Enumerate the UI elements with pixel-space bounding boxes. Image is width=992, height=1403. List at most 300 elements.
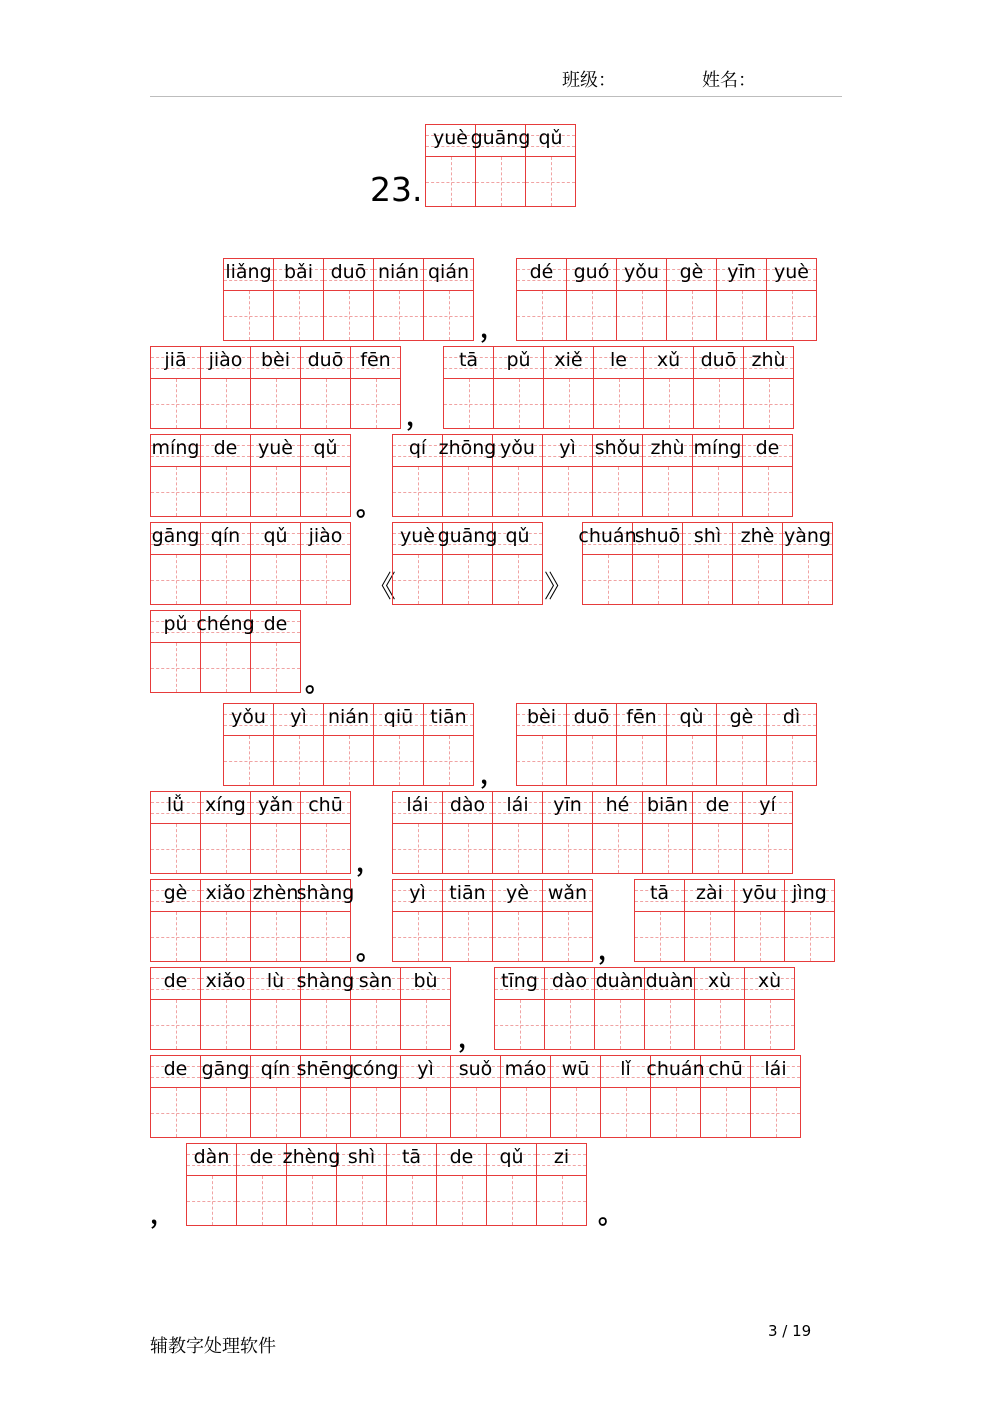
pinyin-syllable: yuè: [258, 437, 293, 459]
hanzi-writing-box[interactable]: [667, 736, 716, 785]
hanzi-writing-box[interactable]: [393, 912, 442, 961]
pinyin-syllable: chuán: [578, 525, 637, 547]
grid-cell: [150, 522, 201, 605]
pinyin-syllable: dào: [551, 970, 588, 992]
hanzi-writing-box[interactable]: [551, 1088, 600, 1137]
hanzi-writing-box[interactable]: [374, 291, 423, 340]
hanzi-writing-box[interactable]: [251, 555, 300, 604]
hanzi-writing-box[interactable]: [424, 736, 473, 785]
hanzi-writing-box[interactable]: [443, 467, 492, 516]
grid-cell: [200, 434, 251, 517]
pinyin-row: [701, 1056, 750, 1088]
hanzi-writing-box[interactable]: [301, 1088, 350, 1137]
pinyin-row: [324, 704, 373, 736]
hanzi-writing-box[interactable]: [493, 467, 542, 516]
hanzi-writing-box[interactable]: [667, 291, 716, 340]
pinyin-row: [694, 347, 743, 379]
hanzi-writing-box[interactable]: [487, 1176, 536, 1225]
hanzi-writing-box[interactable]: [187, 1176, 236, 1225]
hanzi-writing-box[interactable]: [543, 912, 592, 961]
hanzi-writing-box[interactable]: [643, 824, 692, 873]
pinyin-syllable: lù: [266, 970, 285, 992]
grid-cell: [196, 610, 255, 693]
hanzi-writing-box[interactable]: [324, 291, 373, 340]
pinyin-syllable: yǎn: [258, 794, 293, 816]
hanzi-writing-box[interactable]: [593, 467, 642, 516]
grid-cell: [766, 258, 817, 341]
grid-cell: [200, 522, 251, 605]
pinyin-row: [644, 347, 693, 379]
pinyin-syllable: guó: [573, 261, 610, 283]
pinyin-row: [201, 523, 250, 555]
pinyin-syllable: fēn: [626, 706, 657, 728]
hanzi-writing-box[interactable]: [151, 824, 200, 873]
pinyin-row: [443, 792, 492, 824]
pinyin-syllable: yì: [559, 437, 576, 459]
pinyin-syllable: sàn: [358, 970, 393, 992]
pinyin-row: [767, 259, 816, 291]
grid-cell: [350, 967, 401, 1050]
hanzi-writing-box[interactable]: [251, 467, 300, 516]
grid-cell: [296, 967, 355, 1050]
hanzi-writing-box[interactable]: [201, 912, 250, 961]
pinyin-row: [274, 259, 323, 291]
hanzi-writing-box[interactable]: [517, 736, 566, 785]
hanzi-writing-box[interactable]: [617, 291, 666, 340]
grid-cell: [578, 522, 637, 605]
hanzi-writing-box[interactable]: [201, 643, 250, 692]
pinyin-row: [393, 880, 442, 912]
pinyin-syllable: qín: [260, 1058, 291, 1080]
hanzi-writing-box[interactable]: [301, 555, 350, 604]
pinyin-syllable: duō: [307, 349, 344, 371]
hanzi-writing-box[interactable]: [543, 824, 592, 873]
pinyin-syllable: shǒu: [594, 437, 641, 459]
hanzi-writing-box[interactable]: [443, 555, 492, 604]
hanzi-writing-box[interactable]: [374, 736, 423, 785]
hanzi-writing-box[interactable]: [393, 467, 442, 516]
pinyin-syllable: de: [449, 1146, 474, 1168]
pinyin-row: [487, 1144, 536, 1176]
pinyin-syllable: duō: [330, 261, 367, 283]
pinyin-row: [551, 1056, 600, 1088]
pinyin-row: [567, 704, 616, 736]
hanzi-writing-box[interactable]: [476, 157, 525, 206]
hanzi-writing-box[interactable]: [443, 912, 492, 961]
hanzi-writing-box[interactable]: [351, 379, 400, 428]
hanzi-writing-box[interactable]: [224, 736, 273, 785]
pinyin-row: [438, 435, 497, 467]
hanzi-writing-box[interactable]: [401, 1088, 450, 1137]
hanzi-writing-box[interactable]: [393, 555, 442, 604]
pinyin-row: [387, 1144, 436, 1176]
grid-cell: [494, 967, 545, 1050]
grid-cell: [250, 967, 301, 1050]
pinyin-syllable: lái: [506, 794, 529, 816]
grid-cell: [693, 346, 744, 429]
hanzi-writing-box[interactable]: [251, 824, 300, 873]
pinyin-row: [593, 435, 642, 467]
pinyin-row: [437, 523, 498, 555]
hanzi-writing-box[interactable]: [683, 555, 732, 604]
hanzi-writing-box[interactable]: [301, 912, 350, 961]
pinyin-syllable: duō: [573, 706, 610, 728]
grid-cell: [700, 1055, 751, 1138]
pinyin-row: [251, 611, 300, 643]
grid-cell: [616, 258, 667, 341]
pinyin-group: [150, 434, 351, 517]
pinyin-group: [150, 522, 351, 605]
grid-cell: [392, 434, 443, 517]
pinyin-syllable: jiā: [164, 349, 187, 371]
grid-cell: [296, 879, 355, 962]
pinyin-syllable: yuè: [400, 525, 435, 547]
hanzi-writing-box[interactable]: [643, 467, 692, 516]
hanzi-writing-box[interactable]: [743, 824, 792, 873]
grid-cell: [296, 1055, 355, 1138]
hanzi-writing-box[interactable]: [251, 1000, 300, 1049]
pinyin-syllable: zhù: [751, 349, 786, 371]
hanzi-writing-box[interactable]: [544, 379, 593, 428]
grid-cell: [437, 522, 498, 605]
hanzi-writing-box[interactable]: [201, 1088, 250, 1137]
hanzi-writing-box[interactable]: [301, 379, 350, 428]
pinyin-syllable: nián: [327, 706, 369, 728]
grid-cell: [600, 1055, 651, 1138]
pinyin-row: [744, 347, 793, 379]
hanzi-writing-box[interactable]: [151, 467, 200, 516]
title-pinyin-syllable: yuè: [433, 127, 468, 149]
pinyin-row: [645, 968, 694, 1000]
hanzi-writing-box[interactable]: [743, 467, 792, 516]
pinyin-syllable: guāng: [437, 525, 498, 547]
pinyin-syllable: qǔ: [499, 1146, 524, 1168]
hanzi-writing-box[interactable]: [387, 1176, 436, 1225]
pinyin-syllable: wū: [561, 1058, 590, 1080]
pinyin-syllable: zhōng: [438, 437, 497, 459]
hanzi-writing-box[interactable]: [444, 379, 493, 428]
hanzi-writing-box[interactable]: [251, 1088, 300, 1137]
pinyin-row: [745, 968, 794, 1000]
grid-cell: [692, 791, 743, 874]
hanzi-writing-box[interactable]: [274, 291, 323, 340]
grid-cell: [392, 879, 443, 962]
pinyin-syllable: gè: [729, 706, 754, 728]
pinyin-row: [224, 259, 273, 291]
hanzi-writing-box[interactable]: [526, 157, 575, 206]
pinyin-syllable: míng: [693, 437, 742, 459]
pinyin-syllable: bǎi: [284, 261, 313, 283]
grid-cell: [543, 346, 594, 429]
grid-cell: [616, 703, 667, 786]
hanzi-writing-box[interactable]: [501, 1088, 550, 1137]
hanzi-writing-box[interactable]: [595, 1000, 644, 1049]
hanzi-writing-box[interactable]: [201, 1000, 250, 1049]
hanzi-writing-box[interactable]: [301, 1000, 350, 1049]
pinyin-syllable: yì: [409, 882, 426, 904]
hanzi-writing-box[interactable]: [151, 555, 200, 604]
hanzi-writing-box[interactable]: [717, 291, 766, 340]
hanzi-writing-box[interactable]: [745, 1000, 794, 1049]
pinyin-syllable: nián: [377, 261, 419, 283]
hanzi-writing-box[interactable]: [151, 912, 200, 961]
grid-cell: [250, 434, 301, 517]
hanzi-writing-box[interactable]: [301, 467, 350, 516]
grid-cell: [732, 522, 783, 605]
pinyin-syllable: tā: [401, 1146, 422, 1168]
pinyin-syllable: liǎng: [225, 261, 272, 283]
pinyin-syllable: qǔ: [263, 525, 288, 547]
hanzi-writing-box[interactable]: [685, 912, 734, 961]
pinyin-row: [187, 1144, 236, 1176]
hanzi-writing-box[interactable]: [424, 291, 473, 340]
hanzi-writing-box[interactable]: [543, 467, 592, 516]
hanzi-writing-box[interactable]: [201, 467, 250, 516]
hanzi-writing-box[interactable]: [751, 1088, 800, 1137]
page-number: 3 / 19: [768, 1322, 812, 1340]
pinyin-row: [201, 347, 250, 379]
header-rule: [150, 96, 842, 97]
hanzi-writing-box[interactable]: [287, 1176, 336, 1225]
pinyin-syllable: xù: [707, 970, 732, 992]
hanzi-writing-box[interactable]: [201, 824, 250, 873]
hanzi-writing-box[interactable]: [594, 379, 643, 428]
hanzi-writing-box[interactable]: [593, 824, 642, 873]
pinyin-row: [693, 792, 742, 824]
pinyin-row: [374, 704, 423, 736]
hanzi-writing-box[interactable]: [224, 291, 273, 340]
grid-cell: [536, 1143, 587, 1226]
pinyin-row: [717, 704, 766, 736]
hanzi-writing-box[interactable]: [237, 1176, 286, 1225]
punctuation-mark: 。: [356, 936, 383, 966]
hanzi-writing-box[interactable]: [151, 643, 200, 692]
hanzi-writing-box[interactable]: [495, 1000, 544, 1049]
pinyin-syllable: de: [755, 437, 780, 459]
grid-cell: [492, 434, 543, 517]
hanzi-writing-box[interactable]: [635, 912, 684, 961]
pinyin-syllable: chū: [708, 1058, 743, 1080]
pinyin-row: [282, 1144, 341, 1176]
pinyin-row: [301, 347, 350, 379]
pinyin-syllable: dàn: [193, 1146, 230, 1168]
grid-cell: [742, 791, 793, 874]
pinyin-row: [393, 523, 442, 555]
pinyin-row: [767, 704, 816, 736]
hanzi-writing-box[interactable]: [426, 157, 475, 206]
hanzi-writing-box[interactable]: [451, 1088, 500, 1137]
hanzi-writing-box[interactable]: [617, 736, 666, 785]
hanzi-writing-box[interactable]: [151, 1000, 200, 1049]
hanzi-writing-box[interactable]: [401, 1000, 450, 1049]
hanzi-writing-box[interactable]: [735, 912, 784, 961]
grid-cell: [692, 434, 743, 517]
grid-cell: [223, 258, 274, 341]
hanzi-writing-box[interactable]: [767, 291, 816, 340]
hanzi-writing-box[interactable]: [517, 291, 566, 340]
hanzi-writing-box[interactable]: [337, 1176, 386, 1225]
hanzi-writing-box[interactable]: [701, 1088, 750, 1137]
pinyin-group: [443, 346, 794, 429]
pinyin-syllable: hé: [605, 794, 630, 816]
pinyin-row: [643, 435, 692, 467]
pinyin-row: [251, 880, 300, 912]
grid-cell: [450, 1055, 501, 1138]
pinyin-group: [392, 434, 793, 517]
pinyin-row: [151, 968, 200, 1000]
grid-cell: [594, 967, 645, 1050]
pinyin-syllable: xǔ: [656, 349, 681, 371]
pinyin-syllable: yè: [506, 882, 529, 904]
grid-cell: [492, 522, 543, 605]
pinyin-row: [196, 611, 255, 643]
pinyin-row: [374, 259, 423, 291]
grid-cell: [373, 258, 424, 341]
hanzi-writing-box[interactable]: [274, 736, 323, 785]
grid-cell: [400, 967, 451, 1050]
hanzi-writing-box[interactable]: [493, 824, 542, 873]
pinyin-syllable: lái: [764, 1058, 787, 1080]
pinyin-group: [392, 522, 543, 605]
pinyin-syllable: gāng: [151, 525, 200, 547]
hanzi-writing-box[interactable]: [494, 379, 543, 428]
pinyin-group: [150, 879, 355, 962]
hanzi-writing-box[interactable]: [251, 912, 300, 961]
pinyin-row: [517, 259, 566, 291]
pinyin-row: [296, 1056, 355, 1088]
pinyin-syllable: shàng: [296, 970, 355, 992]
pinyin-row: [301, 792, 350, 824]
pinyin-syllable: tā: [649, 882, 670, 904]
pinyin-row: [494, 347, 543, 379]
hanzi-writing-box[interactable]: [537, 1176, 586, 1225]
pinyin-group: [186, 1143, 587, 1226]
hanzi-writing-box[interactable]: [443, 824, 492, 873]
pinyin-row: [151, 435, 200, 467]
hanzi-writing-box[interactable]: [644, 379, 693, 428]
hanzi-writing-box[interactable]: [351, 1000, 400, 1049]
pinyin-syllable: pǔ: [506, 349, 531, 371]
pinyin-syllable: gè: [163, 882, 188, 904]
pinyin-syllable: de: [249, 1146, 274, 1168]
grid-cell: [236, 1143, 287, 1226]
pinyin-syllable: gè: [679, 261, 704, 283]
grid-cell: [150, 879, 201, 962]
grid-cell: [273, 258, 324, 341]
hanzi-writing-box[interactable]: [545, 1000, 594, 1049]
grid-cell: [592, 434, 643, 517]
hanzi-writing-box[interactable]: [493, 912, 542, 961]
hanzi-writing-box[interactable]: [693, 467, 742, 516]
title-pinyin-syllable: qǔ: [538, 127, 563, 149]
hanzi-writing-box[interactable]: [567, 291, 616, 340]
pinyin-row: [594, 347, 643, 379]
hanzi-writing-box[interactable]: [717, 736, 766, 785]
hanzi-writing-box[interactable]: [201, 555, 250, 604]
pinyin-row: [151, 347, 200, 379]
header-name-label: 姓名：: [702, 70, 756, 91]
hanzi-writing-box[interactable]: [351, 1088, 400, 1137]
pinyin-row: [544, 347, 593, 379]
hanzi-writing-box[interactable]: [437, 1176, 486, 1225]
grid-cell: [742, 434, 793, 517]
grid-cell: [566, 703, 617, 786]
hanzi-writing-box[interactable]: [733, 555, 782, 604]
hanzi-writing-box[interactable]: [251, 643, 300, 692]
pinyin-row: [545, 968, 594, 1000]
pinyin-row: [735, 880, 784, 912]
pinyin-group: [150, 346, 401, 429]
grid-cell: [250, 879, 301, 962]
grid-cell: [323, 258, 374, 341]
pinyin-row: [470, 125, 531, 157]
grid-cell: [423, 703, 474, 786]
pinyin-syllable: yōu: [742, 882, 777, 904]
hanzi-writing-box[interactable]: [567, 736, 616, 785]
pinyin-row: [393, 792, 442, 824]
pinyin-row: [493, 435, 542, 467]
grid-cell: [150, 1055, 201, 1138]
hanzi-writing-box[interactable]: [393, 824, 442, 873]
hanzi-writing-box[interactable]: [151, 1088, 200, 1137]
pinyin-row: [401, 1056, 450, 1088]
hanzi-writing-box[interactable]: [651, 1088, 700, 1137]
hanzi-writing-box[interactable]: [324, 736, 373, 785]
grid-cell: [593, 346, 644, 429]
grid-cell: [423, 258, 474, 341]
hanzi-writing-box[interactable]: [785, 912, 834, 961]
pinyin-row: [685, 880, 734, 912]
hanzi-writing-box[interactable]: [201, 379, 250, 428]
grid-cell: [492, 791, 543, 874]
pinyin-syllable: biān: [646, 794, 689, 816]
pinyin-row: [301, 523, 350, 555]
pinyin-group: [516, 703, 817, 786]
hanzi-writing-box[interactable]: [645, 1000, 694, 1049]
grid-cell: [400, 1055, 451, 1138]
grid-cell: [443, 346, 494, 429]
pinyin-syllable: de: [263, 613, 288, 635]
hanzi-writing-box[interactable]: [493, 555, 542, 604]
punctuation-mark: 。: [598, 1200, 625, 1230]
hanzi-writing-box[interactable]: [601, 1088, 650, 1137]
pinyin-syllable: zài: [696, 882, 723, 904]
hanzi-writing-box[interactable]: [583, 555, 632, 604]
lesson-number: 23.: [370, 170, 423, 209]
pinyin-syllable: shì: [693, 525, 722, 547]
pinyin-row: [633, 523, 682, 555]
pinyin-row: [237, 1144, 286, 1176]
punctuation-mark: ，: [406, 402, 433, 432]
pinyin-row: [151, 792, 200, 824]
pinyin-syllable: qǔ: [313, 437, 338, 459]
hanzi-writing-box[interactable]: [695, 1000, 744, 1049]
hanzi-writing-box[interactable]: [633, 555, 682, 604]
hanzi-writing-box[interactable]: [151, 379, 200, 428]
grid-cell: [542, 791, 593, 874]
hanzi-writing-box[interactable]: [693, 824, 742, 873]
pinyin-row: [693, 435, 742, 467]
hanzi-writing-box[interactable]: [744, 379, 793, 428]
grid-cell: [492, 879, 543, 962]
hanzi-writing-box[interactable]: [251, 379, 300, 428]
hanzi-writing-box[interactable]: [767, 736, 816, 785]
pinyin-syllable: shēng: [296, 1058, 355, 1080]
hanzi-writing-box[interactable]: [301, 824, 350, 873]
hanzi-writing-box[interactable]: [783, 555, 832, 604]
hanzi-writing-box[interactable]: [694, 379, 743, 428]
grid-cell: [442, 791, 493, 874]
